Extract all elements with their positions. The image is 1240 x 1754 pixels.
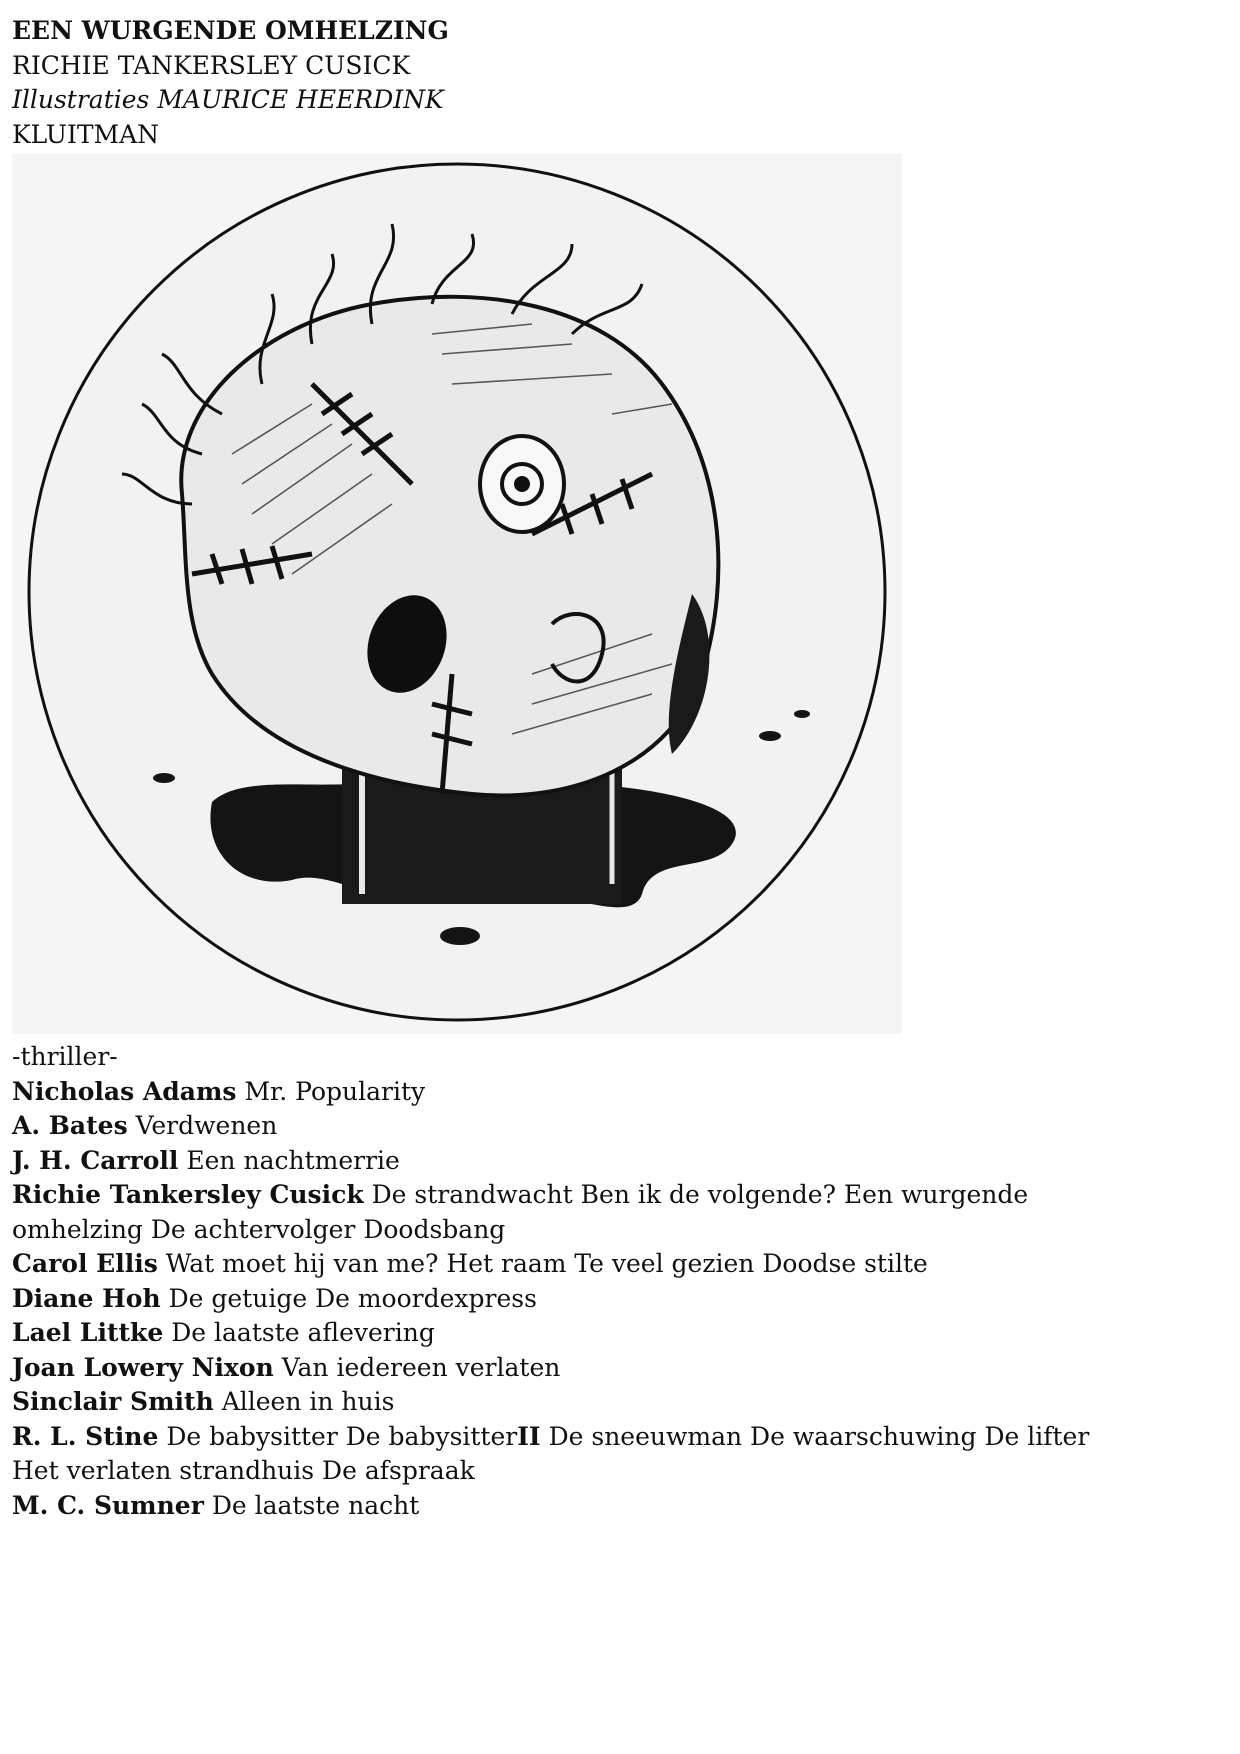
series-author: Sinclair Smith	[12, 1387, 214, 1416]
series-titles: De laatste nacht	[211, 1490, 420, 1520]
list-item	[12, 1282, 1212, 1317]
series-author: Diane Hoh	[12, 1283, 161, 1313]
series-author: Richie Tankersley Cusick	[12, 1180, 364, 1209]
list-item	[12, 1178, 1142, 1247]
series-titles: De strandwacht Ben ik de volgende? Een wurgende omhelzing De achtervolger Doodsbang	[12, 1180, 1029, 1244]
list-item	[12, 1109, 1212, 1144]
list-item	[12, 1420, 1212, 1455]
series-titles: Mr. Popularity	[244, 1076, 426, 1106]
list-item-continuation: Het verlaten strandhuis De afspraak	[12, 1456, 475, 1485]
publisher: KLUITMAN	[12, 119, 160, 149]
list-item	[12, 1144, 1212, 1179]
series-author: Nicholas Adams	[12, 1076, 237, 1106]
list-item	[12, 1489, 1212, 1524]
list-item	[12, 1247, 1212, 1282]
series-author: A. Bates	[12, 1111, 128, 1140]
series-label: -thriller-	[12, 1042, 118, 1071]
series-author: M. C. Sumner	[12, 1490, 204, 1520]
series-author: Carol Ellis	[12, 1249, 158, 1278]
title-page	[12, 14, 1212, 1523]
list-item	[12, 1075, 1212, 1110]
list-item	[12, 1351, 1212, 1386]
series-titles-bold-part: II	[517, 1421, 541, 1451]
series-titles: Een nachtmerrie	[186, 1145, 400, 1175]
illustrator-credit	[12, 83, 1212, 118]
series-titles: De getuige De moordexpress	[168, 1283, 537, 1313]
series-titles: Wat moet hij van me? Het raam Te veel gezien Doodse stilte	[165, 1249, 928, 1278]
series-author: R. L. Stine	[12, 1421, 159, 1451]
illustrator-prefix: Illustraties	[12, 85, 150, 114]
series-author: J. H. Carroll	[12, 1145, 179, 1175]
series-titles: Alleen in huis	[221, 1387, 395, 1416]
book-title: EEN WURGENDE OMHELZING	[12, 16, 449, 45]
series-titles: De sneeuwman De waarschuwing De lifter	[548, 1421, 1090, 1451]
series-author: Joan Lowery Nixon	[12, 1352, 274, 1382]
cover-illustration	[12, 154, 902, 1034]
series-list	[12, 1075, 1212, 1524]
series-titles: De laatste aflevering	[171, 1318, 435, 1347]
series-titles: Van iedereen verlaten	[281, 1352, 561, 1382]
book-author: RICHIE TANKERSLEY CUSICK	[12, 50, 411, 80]
list-item	[12, 1316, 1212, 1351]
illustrator-name: MAURICE HEERDINK	[157, 85, 444, 114]
series-author: Lael Littke	[12, 1318, 164, 1347]
series-titles: De babysitter De babysitter	[166, 1421, 518, 1451]
series-titles: Verdwenen	[135, 1111, 278, 1140]
list-item	[12, 1385, 1212, 1420]
